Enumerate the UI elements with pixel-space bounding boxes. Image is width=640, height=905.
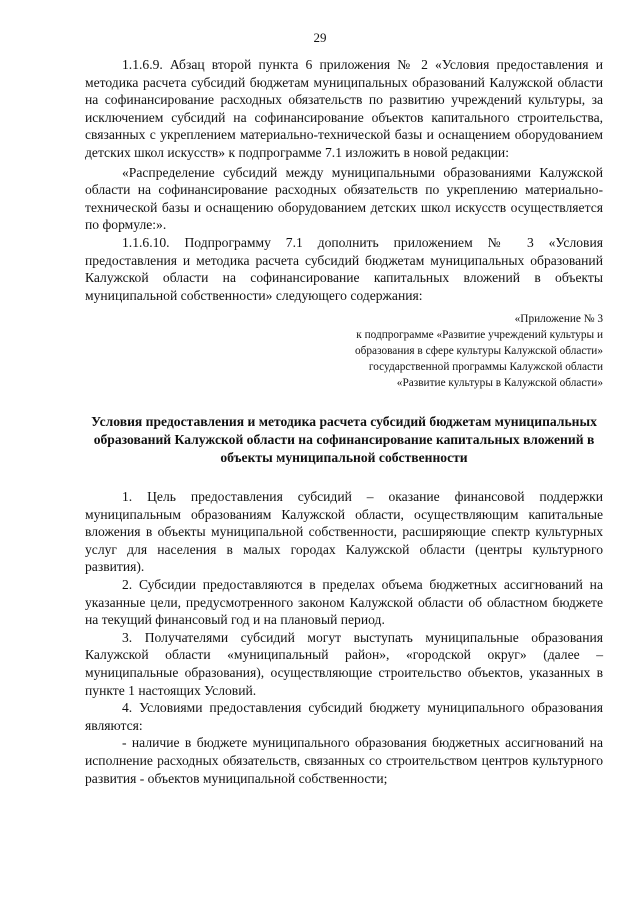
section-title: Условия предоставления и методика расчета субсидий бюджетам муниципальных образований Калужской области на софинансирование капитальных вложений в объекты муниципальной собственности	[91, 414, 597, 465]
conditions-body	[85, 488, 603, 787]
appendix-note-line: «Развитие культуры в Калужской области»	[396, 377, 603, 390]
paragraph-item-1: 1. Цель предоставления субсидий – оказание финансовой поддержки муниципальным образованиям Калужской области, осуществляющим капитальные вложения в объекты муниципальной собственности, расширяющие спектр культурных услуг для населения в малых городах Калужской области (центры культурного развития).	[85, 489, 603, 575]
paragraph-item-3: 3. Получателями субсидий могут выступать муниципальные образования Калужской области «муниципальный район», «городской округ» (далее – муниципальные образования), осуществляющие строительство объектов, указанных в пункте 1 настоящих Условий.	[85, 629, 603, 698]
appendix-note	[85, 311, 603, 391]
paragraph-item-4-bullet: - наличие в бюджете муниципального образования бюджетных ассигнований на исполнение расходных обязательств, связанных со строительством центров культурного развития - объектов муниципальной собственности;	[85, 735, 603, 786]
paragraph-item-2: 2. Субсидии предоставляются в пределах объема бюджетных ассигнований на указанные цели, предусмотренного законом Калужской области об областном бюджете на текущий финансовый год и на плановый период.	[85, 577, 603, 628]
appendix-note-line: к подпрограмме «Развитие учреждений культуры и	[356, 329, 603, 342]
page-number: 29	[313, 30, 327, 45]
paragraph-1-1-6-9: 1.1.6.9. Абзац второй пункта 6 приложения № 2 «Условия предоставления и методика расчета субсидий бюджетам муниципальных образований Калужской области на софинансирование расходных обязательств по развитию учреждений культуры, за исключением субсидий на софинансирование объектов капитального строительства, связанных с укреплением материально-технической базы и оснащением оборудованием детских школ искусств» к подпрограмме 7.1 изложить в новой редакции:	[85, 57, 603, 160]
paragraph-item-4: 4. Условиями предоставления субсидий бюджету муниципального образования являются:	[85, 700, 603, 733]
paragraph-new-wording: «Распределение субсидий между муниципальными образованиями Калужской области на софинансирование расходных обязательств по укреплению материально-технической базы и оснащению оборудованием детских школ искусств осуществляется по формуле:».	[85, 164, 603, 233]
paragraph-1-1-6-10: 1.1.6.10. Подпрограмму 7.1 дополнить приложением № 3 «Условия предоставления и методика расчета субсидий бюджетам муниципальных образований Калужской области на софинансирование капитальных вложений в объекты муниципальной собственности» следующего содержания:	[85, 234, 603, 303]
document-content	[85, 56, 603, 787]
appendix-note-line: государственной программы Калужской области	[368, 361, 603, 374]
appendix-note-line: образования в сфере культуры Калужской области»	[355, 345, 603, 358]
appendix-note-line: «Приложение № 3	[514, 313, 603, 326]
